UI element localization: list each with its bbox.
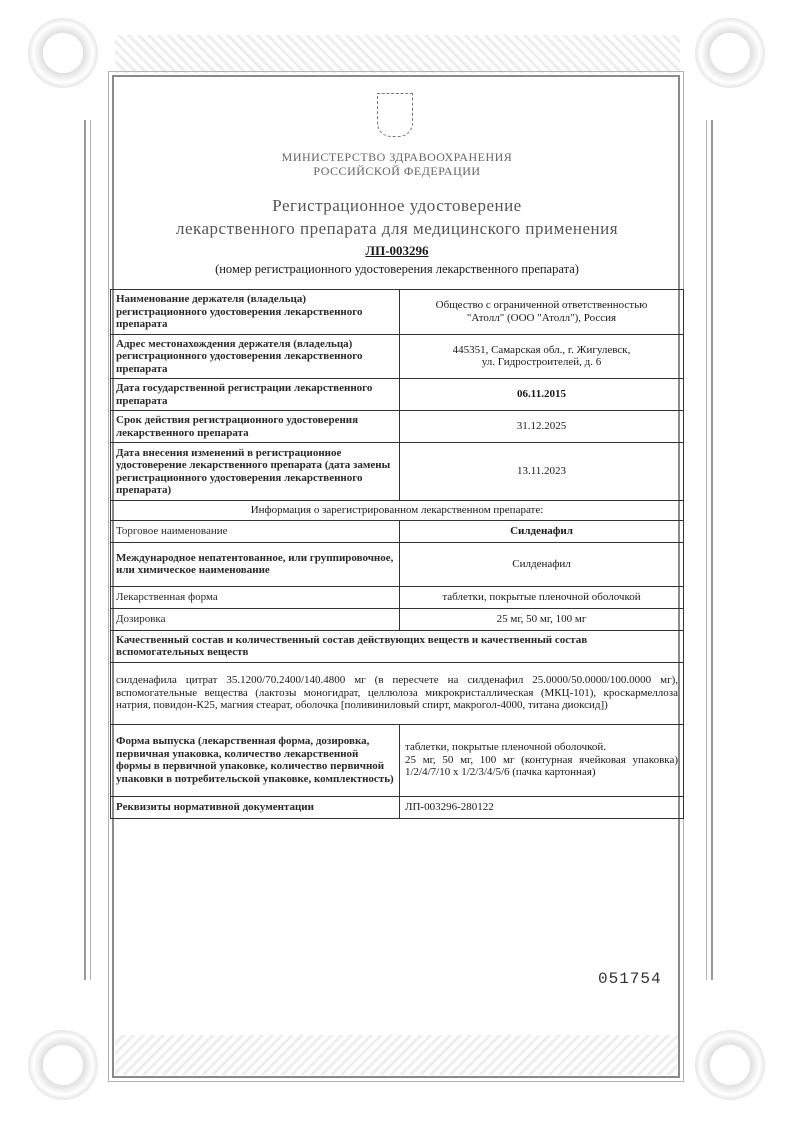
registration-number-caption: (номер регистрационного удостоверения лекарственного препарата) xyxy=(215,262,579,276)
section-header: Информация о зарегистрированном лекарственном препарате: xyxy=(111,501,684,521)
table-row xyxy=(111,520,684,542)
row-label: Дата государственной регистрации лекарственного препарата xyxy=(111,379,400,411)
inn-name: Силденафил xyxy=(400,542,684,586)
row-label: Международное непатентованное, или группировочное, или химическое наименование xyxy=(111,542,400,586)
table-row xyxy=(111,542,684,586)
holder-name-line2: "Атолл" (ООО "Атолл"), Россия xyxy=(466,311,617,324)
release-form-value xyxy=(400,724,684,796)
document-title-line1: Регистрационное удостоверение xyxy=(272,196,522,215)
table-row xyxy=(111,501,684,521)
row-label: Дата внесения изменений в регистрационное удостоверение лекарственного препарата (дата замены регистрационного удостоверения лекарственного препарата) xyxy=(111,443,400,501)
table-row xyxy=(111,290,684,335)
row-label: Срок действия регистрационного удостоверения лекарственного препарата xyxy=(111,411,400,443)
decorative-border-top xyxy=(115,35,680,73)
corner-ornament-top-right xyxy=(695,18,765,88)
corner-ornament-bottom-right xyxy=(695,1030,765,1100)
table-row xyxy=(111,724,684,796)
certificate-table xyxy=(110,289,684,819)
release-form-line2: 25 мг, 50 мг, 100 мг (контурная ячейковая упаковка) 1/2/4/7/10 x 1/2/3/4/5/6 (пачка картонная) xyxy=(405,753,678,779)
holder-address-line1: 445351, Самарская обл., г. Жигулевск, xyxy=(452,343,631,356)
release-form-line1: таблетки, покрытые пленочной оболочкой. xyxy=(405,741,607,754)
row-label: Лекарственная форма xyxy=(111,586,400,608)
document-title-line2: лекарственного препарата для медицинского применения xyxy=(175,219,619,238)
normative-docs-value: ЛП-003296-280122 xyxy=(400,796,684,818)
holder-name-line1: Общество с ограниченной ответственностью xyxy=(435,299,648,312)
row-label: Дозировка xyxy=(111,608,400,630)
dosage-form: таблетки, покрытые пленочной оболочкой xyxy=(400,586,684,608)
composition-heading: Качественный состав и количественный состав действующих веществ и качественный состав вспомогательных веществ xyxy=(111,630,684,662)
table-row xyxy=(111,379,684,411)
ministry-name-line2: РОССИЙСКОЙ ФЕДЕРАЦИИ xyxy=(313,164,481,178)
table-row xyxy=(111,662,684,724)
dosage: 25 мг, 50 мг, 100 мг xyxy=(400,608,684,630)
ministry-name-line1: МИНИСТЕРСТВО ЗДРАВООХРАНЕНИЯ xyxy=(281,150,513,164)
trade-name: Силденафил xyxy=(400,520,684,542)
row-label: Торговое наименование xyxy=(111,520,400,542)
row-value xyxy=(400,334,684,379)
holder-address-line2: ул. Гидростроителей, д. 6 xyxy=(481,356,602,369)
registration-number: ЛП-003296 xyxy=(365,243,429,258)
table-row xyxy=(111,411,684,443)
table-row xyxy=(111,608,684,630)
row-value xyxy=(400,290,684,335)
table-row xyxy=(111,630,684,662)
form-serial-number: 051754 xyxy=(598,970,662,988)
row-label: Реквизиты нормативной документации xyxy=(111,796,400,818)
row-label: Наименование держателя (владельца) регистрационного удостоверения лекарственного препарата xyxy=(111,290,400,335)
table-row xyxy=(111,334,684,379)
validity-date: 31.12.2025 xyxy=(400,411,684,443)
composition-text: силденафила цитрат 35.1200/70.2400/140.4800 мг (в пересчете на силденафил 25.0000/50.0000/100.0000 мг), вспомогательные вещества (лактозы моногидрат, целлюлоза микрокристаллическая (МКЦ-101), кроскармеллоза натрия, повидон-К25, магния стеарат, оболочка [поливиниловый спирт, макрогол-4000, титана диоксид]) xyxy=(111,662,684,724)
table-row xyxy=(111,443,684,501)
row-label: Адрес местонахождения держателя (владельца) регистрационного удостоверения лекарственного препарата xyxy=(111,334,400,379)
table-row xyxy=(111,796,684,818)
change-date: 13.11.2023 xyxy=(400,443,684,501)
row-label: Форма выпуска (лекарственная форма, дозировка, первичная упаковка, количество лекарственной формы в первичной упаковке, количество первичной упаковки в потребительской упаковке, комплектность) xyxy=(111,724,400,796)
coat-of-arms-icon xyxy=(377,93,413,137)
corner-ornament-bottom-left xyxy=(28,1030,98,1100)
table-row xyxy=(111,586,684,608)
corner-ornament-top-left xyxy=(28,18,98,88)
registration-date: 06.11.2015 xyxy=(400,379,684,411)
